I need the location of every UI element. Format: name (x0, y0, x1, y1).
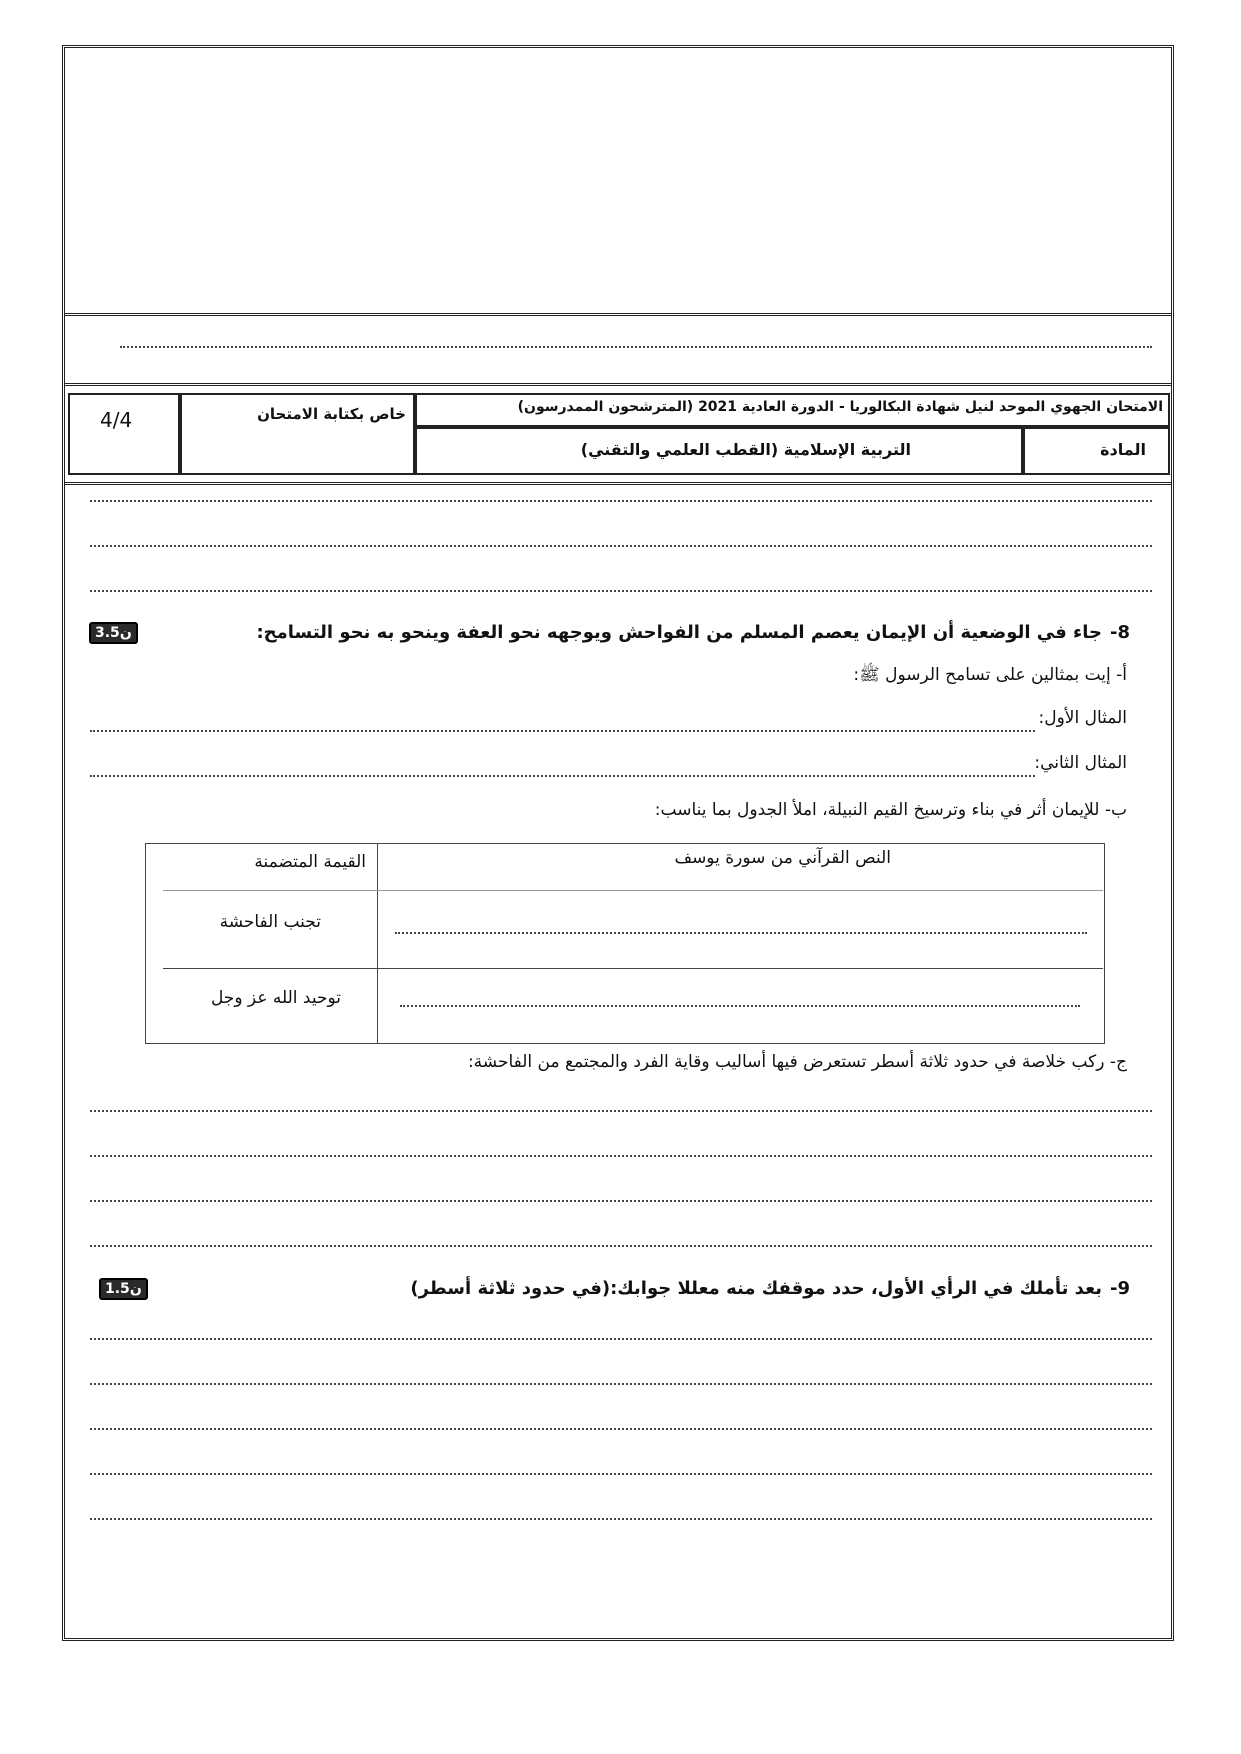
answer-line[interactable] (90, 590, 1152, 592)
table-text-answer-line[interactable] (400, 1005, 1080, 1007)
q8-part-a: أ- إيت بمثالين على تسامح الرسول ﷺ: (853, 665, 1127, 685)
example1-answer-line[interactable] (90, 730, 1035, 732)
answer-line[interactable] (90, 1338, 1152, 1340)
answer-line[interactable] (90, 1200, 1152, 1202)
reserved-label: خاص بكتابة الامتحان (257, 405, 406, 423)
answer-line[interactable] (90, 500, 1152, 502)
table-value-cell: توحيد الله عز وجل (210, 988, 341, 1008)
subject-value: التربية الإسلامية (القطب العلمي والتقني) (580, 440, 911, 459)
page-number-cell (68, 393, 180, 475)
q9-points-badge: 1.5ن (99, 1278, 148, 1300)
table-header-text: النص القرآني من سورة يوسف (674, 848, 891, 868)
table-border-bottom (145, 1043, 1105, 1044)
answer-line[interactable] (90, 1383, 1152, 1385)
q9-number: 9- (1109, 1278, 1130, 1299)
answer-line[interactable] (90, 545, 1152, 547)
answer-line[interactable] (90, 1518, 1152, 1520)
example1-label: المثال الأول: (1038, 708, 1127, 728)
q8-points-badge: 3.5ن (89, 622, 138, 644)
header-top-divider (64, 383, 1172, 386)
name-answer-line[interactable] (120, 346, 1152, 348)
table-column-divider (377, 843, 378, 1043)
subject-label: المادة (1100, 440, 1146, 459)
answer-line[interactable] (90, 1155, 1152, 1157)
answer-line[interactable] (90, 1428, 1152, 1430)
q8-part-c: ج- ركب خلاصة في حدود ثلاثة أسطر تستعرض فيها أساليب وقاية الفرد والمجتمع من الفاحشة: (467, 1052, 1127, 1072)
example2-label: المثال الثاني: (1034, 753, 1127, 773)
answer-line[interactable] (90, 1473, 1152, 1475)
page-number: 4/4 (100, 408, 133, 432)
q8-part-b: ب- للإيمان أثر في بناء وترسيخ القيم النبيلة، املأ الجدول بما يناسب: (654, 800, 1127, 820)
answer-line[interactable] (90, 1245, 1152, 1247)
example2-answer-line[interactable] (90, 775, 1035, 777)
q8-number: 8- (1109, 622, 1130, 643)
table-row-divider (163, 968, 1103, 969)
table-text-answer-line[interactable] (395, 932, 1087, 934)
table-border-top (145, 843, 1105, 844)
answer-line[interactable] (90, 1110, 1152, 1112)
table-value-cell: تجنب الفاحشة (219, 912, 321, 932)
table-border-right (1104, 843, 1105, 1043)
top-divider (64, 313, 1172, 316)
table-header-value: القيمة المتضمنة (254, 852, 366, 872)
q8-text: جاء في الوضعية أن الإيمان يعصم المسلم من الفواحش ويوجهه نحو العفة وينحو به نحو التسامح: (256, 622, 1102, 643)
q9-text: بعد تأملك في الرأي الأول، حدد موقفك منه معللا جوابك:(في حدود ثلاثة أسطر) (410, 1278, 1102, 1299)
subject-label-cell (1023, 427, 1170, 475)
table-row-divider (163, 890, 1103, 891)
exam-title: الامتحان الجهوي الموحد لنيل شهادة البكالوريا - الدورة العادية 2021 (المترشحون الممدرسون) (517, 399, 1163, 415)
header-bottom-divider (64, 482, 1172, 485)
table-border-left (145, 843, 146, 1043)
